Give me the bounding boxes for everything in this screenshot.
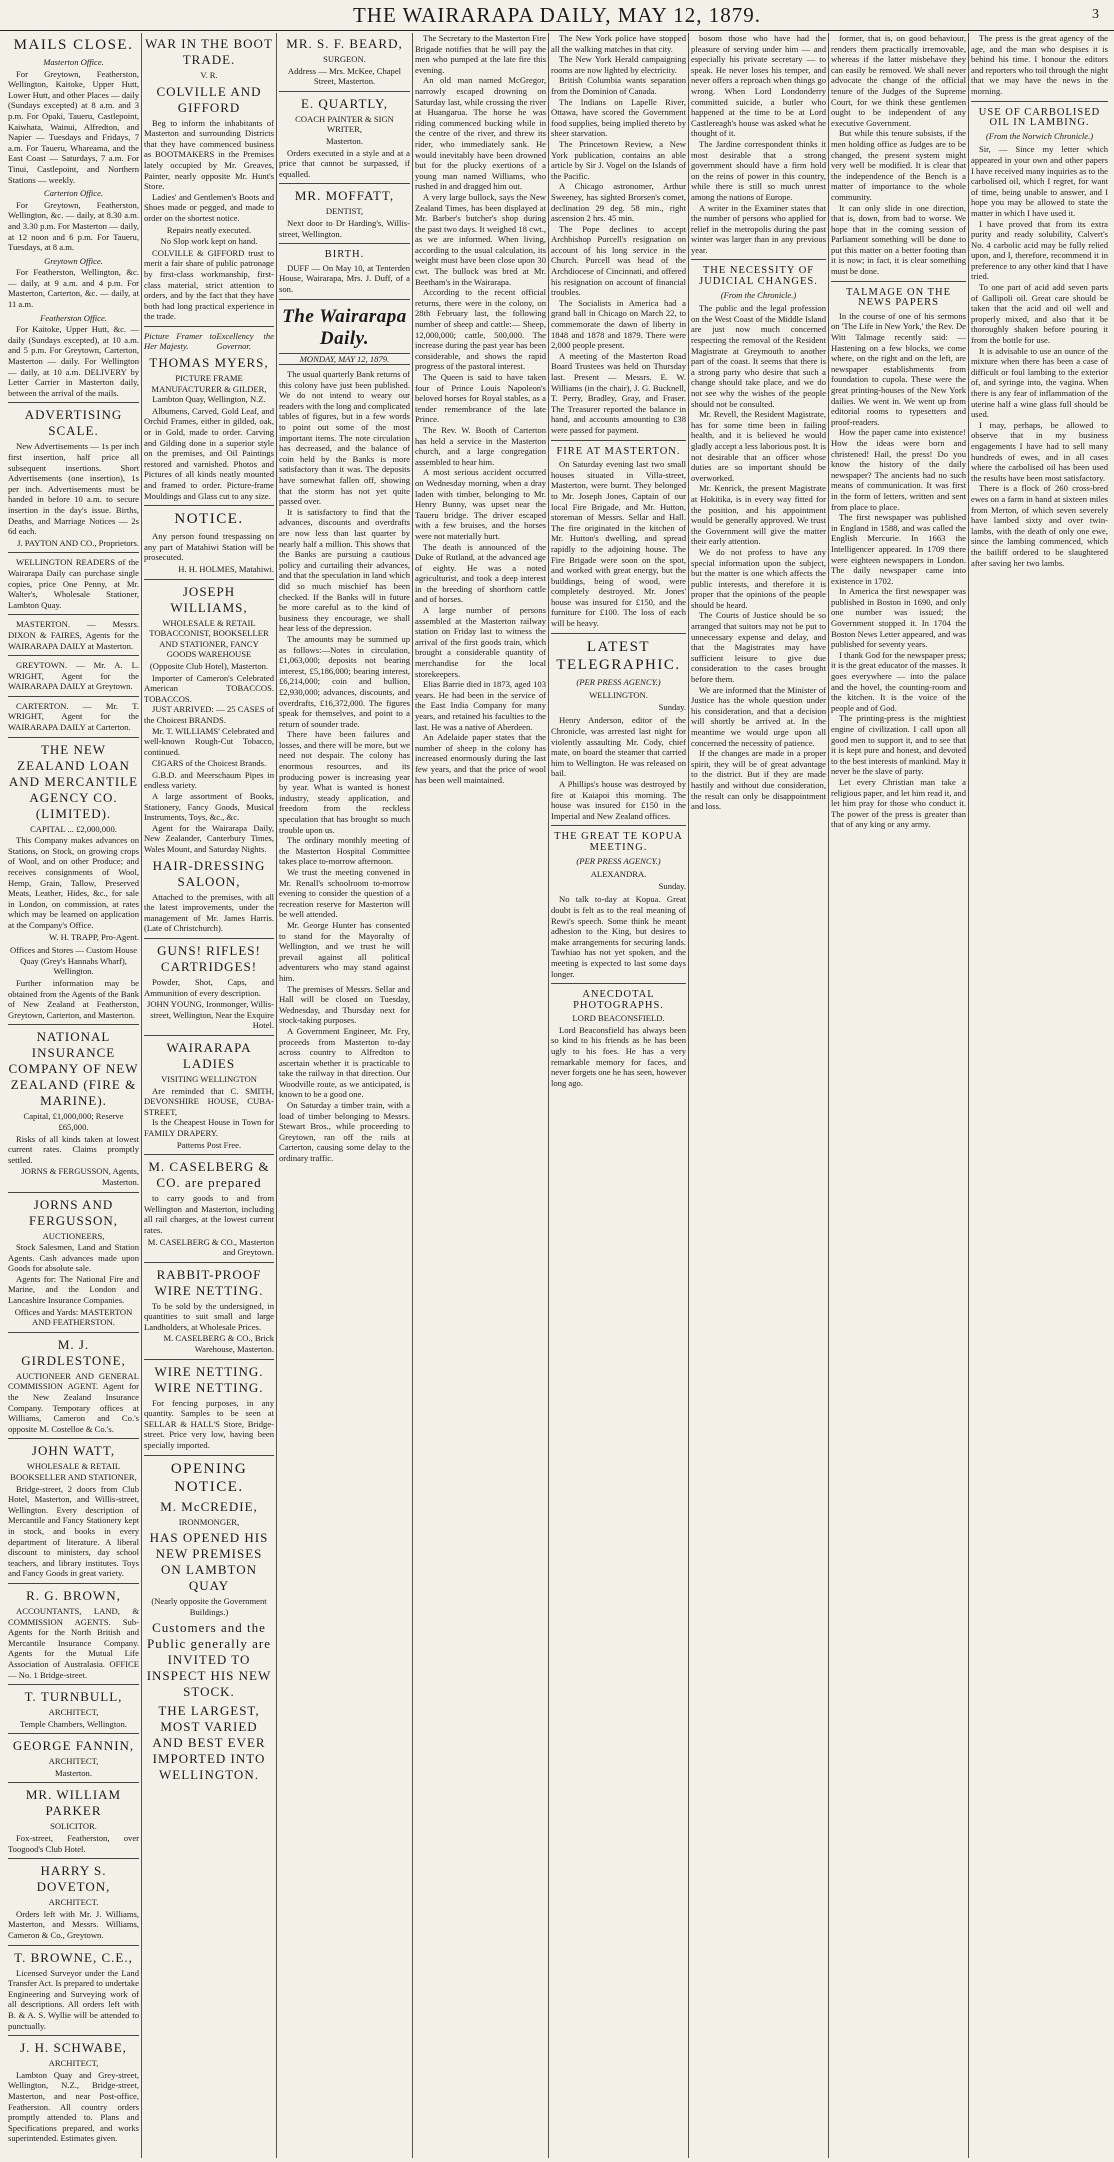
- notice-text: Any person found trespassing on any part of Matahiwi Station will be prosecuted.: [144, 531, 274, 563]
- war-vr: V. R.: [200, 70, 218, 80]
- telegraphic-text-2: A Phillips's house was destroyed by fire at Kaiapoi this morning. The house was insured for £150 in the Imperial and New Zealand offices.: [551, 779, 686, 821]
- wire-heading: WIRE NETTING. WIRE NETTING.: [154, 1363, 264, 1395]
- divider: [8, 1782, 139, 1783]
- divider: [8, 1024, 139, 1025]
- divider: [144, 1154, 274, 1155]
- hairdressing-text: Attached to the premises, with all the latest improvements, under the management of Mr. James Harris. (Late of Christchurch).: [144, 891, 274, 934]
- talmage-paragraph: How the paper came into existence! How the ideas were born and christened! Hail, the press! Do you know the history of the daily newspaper? The ancients had no such means of communication. It was first in the form of letters, written and sent from place to place.: [831, 427, 966, 512]
- doveton-subheading: ARCHITECT.: [48, 1897, 99, 1908]
- war-firm: COLVILLE AND GIFFORD: [156, 83, 262, 115]
- masthead: [0, 0, 1114, 31]
- war-repairs: Repairs neatly executed.: [166, 224, 252, 235]
- ladies-text: Are reminded that C. SMITH, DEVONSHIRE HOUSE, CUBA-STREET,: [144, 1085, 274, 1117]
- williams-agent: Agent for the Wairarapa Daily, New Zealander, Canterbury Times, Wales Mount, and Saturday Nights.: [144, 822, 274, 855]
- advertising-text: New Advertisements — 1s per inch first insertion, half price all subsequent insertions. Short Advertisements (one insertion), 1s per inch. Advertisements must be handed in before 10 a.m. to secure insertion in the day's issue. Births, Deaths, and Marriage Notices — 2s 6d each.: [8, 441, 139, 537]
- doveton-text: Orders left with Mr. J. Williams, Masterton, and Messrs. Williams, Cameron & Co., Greytown.: [8, 1908, 139, 1941]
- schwabe-text: Lambton Quay and Grey-street, Wellington, N.Z., Bridge-street, Masterton, and near Post-office, Featherston. All country orders promptly attended to. Plans and Specifications prepared, and works superintended. Estimates given.: [8, 2069, 139, 2144]
- birth-text: DUFF — On May 10, at Tenterden House, Wairarapa, Mrs. J. Duff, of a son.: [279, 262, 410, 294]
- guns-text: Powder, Shot, Caps, and Ammunition of every description.: [144, 977, 274, 998]
- mccredie-subheading: IRONMONGER,: [178, 1516, 240, 1527]
- john-watt-heading: JOHN WATT,: [31, 1443, 116, 1459]
- judicial-paragraph: We do not profess to have any special information upon the subject, but the matter is one which affects the public interests, and therefore it is proper that the opinions of the people should be heard.: [691, 546, 826, 610]
- agent-carterton: CARTERTON. — Mr. T. WRIGHT, Agent for the WAIRARAPA DAILY at Carterton.: [8, 700, 139, 733]
- talmage-paragraph: In the course of one of his sermons on 'The Life in New York,' the Rev. De Witt Talmage recently said: — Hastening on a few blocks, we come where, on the right and on the left, are newspaper establishments from foundation to cupola. These were the great printing-houses of the New York dailies. We went in. We went up from editorial rooms to typesetters and proof-readers.: [831, 310, 966, 427]
- divider: [8, 1684, 139, 1685]
- news-paragraph: A Chicago astronomer, Arthur Sweeney, has sighted Brorsen's comet, declination 29 deg. 58 min., right ascension 2 hrs. 45 min.: [551, 181, 686, 224]
- myers-heading: THOMAS MYERS,: [149, 355, 269, 371]
- news-paragraph: A large number of persons assembled at the Masterton railway station on Friday last to witness the arrival of the first goods train, which brought a considerable quantity of merchandise for the local storekeepers.: [415, 605, 546, 679]
- news-paragraph: The death is announced of the Duke of Rutland, at the advanced age of eighty. He was a noted agriculturist, and took a deep interest in the breeding of shorthorn cattle and of horses.: [415, 541, 546, 605]
- divider: [8, 1438, 139, 1439]
- moffatt-heading: MR. MOFFATT,: [294, 188, 395, 204]
- te-kopua-place: ALEXANDRA.: [590, 869, 647, 880]
- editorial-paragraph: The usual quarterly Bank returns of this colony have just been published. We do not intend to weary our readers with the long and complicated tables of figures, but in a few words to point out some of the most important items. The note circulation has decreased, and the balance of coin held by the Banks is more satisfactory than it was. The deposits have somewhat fallen off, showing that the storm has not yet quite passed over.: [279, 369, 411, 507]
- talmage-paragraph: Let every Christian man take a religious paper, and let him read it, and let him pray for those who conduct it. The power of the press is greater than that of any king or any army.: [831, 776, 966, 830]
- beard-subheading: SURGEON.: [323, 54, 366, 64]
- divider: [8, 1945, 139, 1946]
- talmage-heading: TALMAGE ON THE NEWS PAPERS: [845, 286, 952, 309]
- greytown-office-heading: Greytown Office.: [44, 255, 103, 266]
- beard-heading: MR. S. F. BEARD,: [286, 36, 403, 51]
- editorial-paragraph: There have been failures and losses, and there will be more, but we need not despair. The colony has enormous resources, and its producing power is increasing year by year. What is wanted is honest industry, steady application, and freedom from the reckless speculation that has brought so much trouble upon us.: [279, 729, 410, 835]
- talmage-paragraph: The first newspaper was published in England in 1588, and was called the English Mercurie. In 1663 the Intelligencer appeared. In 1709 there were eighteen newspapers in London. The daily newspaper came into existence in 1702.: [831, 512, 966, 586]
- picture-framer-line: [144, 331, 274, 352]
- schwabe-subheading: ARCHITECT,: [48, 2058, 99, 2069]
- news-paragraph: The Indians on Lapelle River, Ottawa, have scored the Government food supplies, being implied thereto by sheer starvation.: [551, 96, 686, 139]
- carbolised-heading: USE OF CARBOLISED OIL IN LAMBING.: [978, 106, 1101, 129]
- nz-loan-capital: CAPITAL ... £2,000,000.: [30, 823, 117, 834]
- divider: [8, 1583, 139, 1584]
- birth-heading: BIRTH.: [324, 249, 365, 261]
- williams-text-2: Mr. T. WILLIAMS' Celebrated and well-known Rough-Cut Tobacco, continued.: [144, 725, 274, 757]
- browne-text: Licensed Surveyor under the Land Transfer Act. Is prepared to undertake Engineering and Surveying work of all descriptions. All orders left with B. & A. S. Wyllie will be attended to punctually.: [8, 1967, 139, 2031]
- telegraphic-place: WELLINGTON.: [589, 690, 648, 701]
- war-text-2: Ladies' and Gentlemen's Boots and Shoes made or pegged, and made to order on the shortest notice.: [144, 191, 274, 223]
- divider: [8, 552, 139, 553]
- divider: [144, 938, 274, 939]
- divider: [8, 2035, 139, 2036]
- divider: [144, 1359, 274, 1360]
- divider: [144, 1035, 274, 1036]
- fire-text: On Saturday evening last two small houses situated in Villa-street, Masterton, were burnt. They belonged to Mr. Joseph Jones, Captain of our local Fire Brigade, and Mr. Hutton, storeman of Messrs. Sellar and Hall. The fire originated in the kitchen of Mr. Hutton's dwelling, and spread rapidly to the adjoining house. The Fire Brigade were soon on the spot, and worked with great energy, but the buildings, being of wood, were completely destroyed. Mr. Jones' house was insured for £150, and the furniture for £100. The loss of each will be heavy.: [551, 459, 686, 629]
- divider: [144, 505, 274, 506]
- mccredie-note: (Nearly opposite the Government Buildings.): [151, 1596, 267, 1617]
- ladies-subheading: VISITING WELLINGTON: [161, 1073, 257, 1084]
- williams-pipes: G.B.D. and Meerschaum Pipes in endless variety.: [144, 769, 274, 791]
- divider: [8, 696, 139, 697]
- carbolised-source: (From the Norwich Chronicle.): [985, 130, 1094, 141]
- myers-subheading: PICTURE FRAME MANUFACTURER & GILDER, Lambton Quay, Wellington, N.Z.: [151, 373, 267, 405]
- schwabe-heading: J. H. SCHWABE,: [20, 2040, 127, 2056]
- john-watt-text: Bridge-street, 2 doors from Club Hotel, Masterton, and Willis-street, Wellington. Every description of Mercantile and Fancy Stationery kept in stock, and books in every department of literature. A liberal discount to ministers, day school teachers, and library institutes. Toys and Fancy Goods in great variety.: [8, 1483, 139, 1579]
- ladies-text-2: Is the Cheapest House in Town for FAMILY DRAPERY.: [144, 1117, 274, 1138]
- editorial-masthead: The Wairarapa Daily.: [282, 305, 407, 349]
- mccredie-text-2: Customers and the Public generally are INVITED TO INSPECT HIS NEW STOCK.: [146, 1620, 272, 1700]
- brown-heading: R. G. BROWN,: [26, 1587, 121, 1603]
- judicial-paragraph: If the changes are made in a proper spirit, they will be of great advantage to the district. But if they are made hastily and without due consideration, the result can only be disappointment and loss.: [691, 748, 826, 812]
- telegraphic-day: Sunday.: [658, 701, 686, 712]
- guns-signature: JOHN YOUNG, Ironmonger, Willis-street, Wellington, Near the Exquire Hotel.: [146, 999, 274, 1031]
- insurance-text: Risks of all kinds taken at lowest current rates. Claims promptly settled.: [8, 1133, 139, 1165]
- jorns-text: Stock Salesmen, Land and Station Agents. Cash advances made upon Goods for absolute sale.: [8, 1242, 139, 1274]
- divider: [8, 655, 139, 656]
- divider: [279, 299, 410, 300]
- agent-masterton: MASTERTON. — Messrs. DIXON & FAIRES, Agents for the WAIRARAPA DAILY at Masterton.: [8, 619, 139, 651]
- news-paragraph: A meeting of the Masterton Road Board Trustees was held on Thursday last. Present — Messrs. E. W. Williams (in the chair), J. G. Bucknell, T. Perry, Bradley, Gray, and Fraser. The Treasurer reported the balance in hand, and accounts amounting to £38 were passed for payment.: [551, 350, 686, 435]
- carbolised-paragraph: Sir, — Since my letter which appeared in your own and other papers I have received many inquiries as to the carbolised oil, which I regret, for want of time, being unable to answer, and I hope you may be allowed to state the matter in which I have used it.: [971, 144, 1108, 218]
- carterton-office-heading: Carterton Office.: [43, 188, 104, 199]
- news-paragraph: bosom those who have had the pleasure of serving under him — and especially his private secretary — to speak. He never loses his temper, and never offers a reproach when things go wrong. When Lord Londonderry committed suicide, a butler who happened at the time to be at Lord Castlereagh's house was asked what he thought of it.: [691, 33, 826, 139]
- news-paragraph: The New York police have stopped all the walking matches in that city.: [551, 33, 686, 54]
- telegraphic-heading: LATEST TELEGRAPHIC.: [556, 638, 681, 673]
- jorns-agents: Agents for: The National Fire and Marine, and the London and Lancashire Insurance Companies.: [8, 1273, 139, 1306]
- talmage-paragraph: I thank God for the newspaper press; it is the great educator of the masses. It goes everywhere — into the palace and the hovel, the counting-room and the kitchen. It is the voice of the people and of God.: [831, 649, 966, 713]
- divider: [279, 243, 410, 244]
- judicial-heading: THE NECESSITY OF JUDICIAL CHANGES.: [699, 265, 818, 288]
- editorial-date: MONDAY, MAY 12, 1879.: [279, 353, 410, 366]
- news-paragraph: A Government Engineer, Mr. Fry, proceeds from Masterton to-day across country to Alfredton to ascertain whether it is practicable to take the railway in that direction. Our Woodville route, as we anticipated, is known to be a good one.: [279, 1025, 410, 1100]
- divider: [8, 1332, 139, 1333]
- news-paragraph: The Jardine correspondent thinks it most desirable that a strong government should have a firm hold on the reins of power in this country, while there is still so much unrest among the nations of Europe.: [691, 138, 826, 202]
- carbolised-paragraph: It is advisable to use an ounce of the mixture when there has been a case of difficult or foul lambing to the exterior of, and syringe into, the vagina. When there is any fear of inflammation of the uterine half a wine glass full should be used.: [971, 345, 1108, 420]
- quartly-heading: E. QUARTLY,: [300, 95, 389, 111]
- rabbit-signature: M. CASELBERG & CO., Brick Warehouse, Masterton.: [163, 1333, 274, 1355]
- ladies-heading: WAIRARAPA LADIES: [166, 1039, 252, 1071]
- column-5: [548, 33, 688, 2158]
- turnbull-heading: T. TURNBULL,: [24, 1689, 123, 1705]
- page-number: 3: [1092, 7, 1100, 22]
- carbolised-paragraph: To one part of acid add seven parts of Gallipoli oil. Great care should be taken that the acid and oil well and properly mixed, and also that it be thoroughly shaken before pouring it from the bottle for use.: [971, 282, 1108, 346]
- carbolised-paragraph: I have proved that from its extra purity and ready solubility, Calvert's No. 4 carbolic acid may be fully relied upon, and I, therefore, recommend it in preference to any other kind that I have tried.: [971, 218, 1108, 282]
- divider: [691, 259, 826, 260]
- parker-subheading: SOLICITOR.: [50, 1821, 97, 1832]
- doveton-heading: HARRY S. DOVETON,: [36, 1863, 111, 1895]
- fannin-address: Masterton.: [55, 1767, 92, 1778]
- news-paragraph: A writer in the Examiner states that the number of persons who applied for relief in the metropolis during the past winter was larger than in any previous year.: [691, 202, 826, 255]
- caselberg-heading: M. CASELBERG & CO. are prepared: [148, 1159, 270, 1191]
- news-paragraph: The Pope declines to accept Archbishop Purcell's resignation on account of his long service in the Church. Purcell was head of the Archdiocese of Cincinnati, and offered his resignation on account of financial troubles.: [551, 223, 686, 298]
- news-paragraph: Elias Barrie died in 1873, aged 103 years. He had been in the service of the East India Company for many years, and retained his faculties to the last. He was a native of Aberdeen.: [415, 679, 546, 732]
- judicial-paragraph: The Courts of Justice should be so arranged that suitors may not be put to unnecessary expense and delay, and that the Magistrates may have sufficient leisure to give due consideration to the cases brought before them.: [691, 610, 826, 685]
- hairdressing-heading: HAIR-DRESSING SALOON,: [152, 857, 266, 889]
- columns: [6, 33, 1110, 2158]
- williams-cigars: CIGARS of the Choicest Brands.: [151, 758, 267, 769]
- talmage-paragraph: In America the first newspaper was published in Boston in 1690, and only one number was issued; the Government stopped it. In 1704 the Boston News Letter appeared, and was published for seventy years.: [831, 586, 966, 650]
- news-paragraph: The New York Herald campaigning rooms are now lighted by electricity.: [551, 54, 686, 75]
- judicial-paragraph: We are informed that the Minister of Justice has the whole question under his consideration, and that a decision will shortly be arrived at. In the meantime we would urge upon all concerned the necessity of patience.: [691, 684, 826, 748]
- judicial-paragraph: former, that is, on good behaviour, renders them practically irremovable, whereas if the latter misbehave they can easily be removed. We shall never advocate the change of the official tenure of the Judges of the Supreme Court, for we think these gentlemen ought to be independent of any executive Government.: [831, 33, 966, 128]
- talmage-paragraph: The press is the great agency of the age, and the man who despises it is behind his time. I honour the editors and reporters who toil through the night that we may have the news in the morning.: [971, 33, 1108, 96]
- guns-heading: GUNS! RIFLES! CARTRIDGES!: [157, 943, 261, 974]
- parker-text: Fox-street, Featherston, over Toogood's Club Hotel.: [8, 1833, 139, 1854]
- mccredie-heading: M. McCREDIE,: [160, 1498, 258, 1514]
- girdlestone-text: AUCTIONEER AND GENERAL COMMISSION AGENT. Agent for the New Zealand Insurance Company. Temporary offices at Williams, Cameron and Co.'s opposite M. Costelloe & Co.'s.: [8, 1370, 139, 1434]
- williams-subheading: WHOLESALE & RETAIL TOBACCONIST, BOOKSELLER AND STATIONER, FANCY GOODS WAREHOUSE: [149, 617, 269, 660]
- news-paragraph: On Saturday a timber train, with a load of timber belonging to Messrs. Stewart Bros., while proceeding to Greytown, ran off the rails at Carterton, causing some delay to the ordinary traffic.: [279, 1100, 410, 1164]
- turnbull-address: Temple Chambers, Wellington.: [20, 1718, 127, 1729]
- divider: [831, 281, 966, 282]
- moffatt-text: Next door to Dr Harding's, Willis-street, Wellington.: [279, 217, 410, 239]
- opening-heading: OPENING NOTICE.: [170, 1460, 248, 1495]
- column-6: [688, 33, 828, 2158]
- featherston-text: For Kaitoke, Upper Hutt, &c. — daily (Sundays excepted), at 10 a.m. and 5 p.m. For Greytown, Carterton, Masterton — daily. For Wellington — daily, at 10 a.m. DELIVERY by Letter Carrier in Masterton daily, between the arrival of the mails.: [8, 324, 139, 398]
- news-paragraph: The Rev. W. Booth of Carterton has held a service in the Masterton church, and a large congregation assembled to hear him.: [415, 424, 546, 467]
- insurance-signature: JORNS & FERGUSSON, Agents, Masterton.: [21, 1166, 139, 1187]
- talmage-paragraph: The printing-press is the mightiest engine of civilization. I call upon all good men to support it, and to see that it is kept pure and honest, and devoted to the best interests of mankind. May it never be the slave of party.: [831, 713, 966, 777]
- news-paragraph: The Queen is said to have taken four of Prince Louis Napoleon's beloved horses for Royal stables, as a tender remembrance of the late Prince.: [415, 372, 546, 425]
- girdlestone-heading: M. J. GIRDLESTONE,: [21, 1336, 126, 1368]
- readers-notice: WELLINGTON READERS of the Wairarapa Daily can purchase single copies, price One Penny, at Mr. Walter's, Wholesale Stationer, Lambton Quay.: [8, 557, 139, 610]
- advertising-heading: ADVERTISING SCALE.: [24, 407, 123, 439]
- williams-address: (Opposite Club Hotel), Masterton.: [149, 660, 269, 671]
- judicial-paragraph: Mr. Kenrick, the present Magistrate at Hokitika, is in every way fitted for the position, and his appointment would be generally approved. We trust the Government will give the matter their early attention.: [691, 483, 826, 547]
- mccredie-largest: THE LARGEST, MOST VARIED AND BEST EVER IMPORTED INTO WELLINGTON.: [152, 1703, 266, 1783]
- news-paragraph: The ordinary monthly meeting of the Masterton Hospital Committee takes place to-morrow afternoon.: [279, 835, 410, 867]
- war-heading: WAR IN THE BOOT TRADE.: [145, 36, 273, 67]
- caselberg-text: to carry goods to and from Wellington and Masterton, including all rail charges, at the lowest current rates.: [144, 1193, 274, 1235]
- quartly-subheading: COACH PAINTER & SIGN WRITER,: [295, 113, 394, 135]
- news-paragraph: The premises of Messrs. Sellar and Hall will be closed on Tuesday, Wednesday, and Thursday next for stock-taking purposes.: [279, 983, 410, 1026]
- turnbull-subheading: ARCHITECT,: [48, 1707, 99, 1718]
- nz-loan-heading: THE NEW ZEALAND LOAN AND MERCANTILE AGENCY CO. (LIMITED).: [8, 741, 139, 821]
- judicial-source: (From the Chronicle.): [720, 289, 797, 300]
- news-paragraph: An Adelaide paper states that the number of sheep in the colony has increased enormously during the last few years, and that the price of wool has been well maintained.: [415, 732, 546, 785]
- ladies-patterns: Patterns Post Free.: [176, 1139, 242, 1150]
- nz-loan-text: This Company makes advances on Stations, on Stock, on growing crops of Wool, and on other Produce; and receives consignments of Wool, Hemp, Grain, Tallow, Preserved Meats, Leather, Hides, &c., for sale in London, on commission, at rates which may be learned on application at the Company's Office.: [8, 835, 139, 930]
- nz-loan-signature: W. H. TRAPP, Pro-Agent.: [48, 931, 139, 942]
- williams-arrival: JUST ARRIVED: — 25 CASES of the Choicest BRANDS.: [144, 704, 274, 725]
- divider: [8, 737, 139, 738]
- williams-text: Importer of Cameron's Celebrated American TOBACCOS. TOBACCOS.: [144, 672, 274, 704]
- divider: [8, 1733, 139, 1734]
- mails-heading: MAILS CLOSE.: [13, 37, 134, 53]
- news-paragraph: A very large bullock, says the New Zealand Times, has been displayed at Mr. Barber's butcher's shop during the past two days. It weighed 18 cwt., as we are informed. When living, according to the usual calculation, its weight must have been close upon 30 cwt. The bullock was bred at Mr. Beetham's in the Wairarapa.: [415, 191, 546, 287]
- divider: [8, 614, 139, 615]
- browne-heading: T. BROWNE, C.E.,: [14, 1949, 133, 1965]
- myers-text: Albumens, Carved, Gold Leaf, and Orchid Frames, either in gilded, oak, or in Gold, made to order. Carving and Gilding done in a superior style on the premises, and Oil Paintings restored and varnished. Photos and Pictures of all kinds neatly mounted and framed to order. Picture-frame Mouldings and Glass cut to any size.: [144, 405, 274, 501]
- telegraphic-press: (PER PRESS AGENCY.): [576, 676, 661, 687]
- notice-heading: NOTICE.: [174, 511, 244, 528]
- williams-stock: A large assortment of Books, Stationery, Fancy Goods, Musical Instruments, Toys, &c., &c.: [144, 791, 274, 823]
- insurance-heading: NATIONAL INSURANCE COMPANY OF NEW ZEALAND (FIRE & MARINE).: [8, 1029, 139, 1109]
- column-1: [6, 33, 141, 2158]
- john-watt-subheading: WHOLESALE & RETAIL BOOKSELLER AND STATIONER,: [10, 1461, 137, 1482]
- moffatt-subheading: DENTIST,: [325, 206, 364, 217]
- news-paragraph: The Secretary to the Masterton Fire Brigade notifies that he will pay the men who pumped at the late fire this evening.: [415, 33, 546, 75]
- judicial-paragraph: But while this tenure subsists, if the men holding office as Judges are to be changed, the present system might very well be modified. It is clear that the independence of the Bench is a matter of importance to the whole community.: [831, 128, 966, 202]
- editorial-paragraph: The amounts may be summed up as follows:—Notes in circulation, £1,063,000; deposits not bearing interest, £5,186,000; bearing interest, £6,214,000; coin and bullion, £2,930,000; advances, discounts, and overdrafts, £16,372,000. The figures speak for themselves, and point to a return of sounder trade.: [279, 633, 410, 729]
- caselberg-signature: M. CASELBERG & CO., Masterton and Greytown.: [147, 1236, 274, 1258]
- te-kopua-press: (PER PRESS AGENCY.): [576, 855, 661, 866]
- news-paragraph: British Columbia wants separation from the Dominion of Canada.: [551, 75, 686, 96]
- masthead-title: THE WAIRARAPA DAILY, MAY 12, 1879.: [352, 3, 761, 27]
- nz-loan-offices: Offices and Stores — Custom House Quay (Grey's Hannahs Wharf), Wellington.: [9, 945, 138, 977]
- divider: [279, 91, 410, 92]
- quartly-text: Orders executed in a style and at a price that cannot be surpassed, if equalled.: [279, 147, 410, 179]
- nz-loan-further: Further information may be obtained from the Agents of the Bank of New Zealand at Featherston, Greytown, Carterton, and Masterton.: [8, 977, 139, 1020]
- greytown-text: For Featherston, Wellington, &c. — daily, at 9 a.m. and 4 p.m. For Masterton, Carterton, &c. — daily, at 11 a.m.: [8, 267, 139, 310]
- news-paragraph: A most serious accident occurred on Wednesday morning, when a dray laden with timber, belonging to Mr. Henry Bunny, was upset near the Taueru bridge. The driver escaped with a few bruises, and the horses were not materially hurt.: [415, 467, 546, 541]
- war-text-3: COLVILLE & GIFFORD trust to merit a fair share of public patronage by first-class workmanship, first-class material, strict attention to orders, and by the fact that they have both had long practical experience in the trade.: [144, 247, 274, 322]
- editorial-paragraph: It is satisfactory to find that the advances, discounts and overdrafts are now less than last quarter by nearly half a million. This shows that the Banks are pursuing a cautious policy and curtailing their advances, and that the speculation in land which did so much mischief has been checked. If the Banks will in future be more careful as to the kind of business they encourage, we shall hear less of the depression.: [279, 506, 410, 634]
- war-no-slop: No Slop work kept on hand.: [160, 236, 258, 247]
- jorns-yards: Offices and Yards: MASTERTON AND FEATHERSTON.: [14, 1306, 133, 1328]
- mails-text: For Greytown, Featherston, Wellington, Kaitoke, Upper Hutt, Lower Hutt, and other Places — daily (Sundays excepted) at 8 a.m. and 3 p.m. For Opaki, Taueru, Castlepoint, Kaiwhata, Wainui, Alfredton, and Napier — Tuesdays and Fridays, 7 a.m. For Taueru, Whareama, and the East Coast — Saturdays, 7 a.m. For Tinui, Castlepoint, and Northern Stations — weekly.: [8, 68, 139, 185]
- mccredie-text: HAS OPENED HIS NEW PREMISES ON LAMBTON QUAY: [149, 1530, 269, 1594]
- column-4: [412, 33, 548, 2158]
- rabbit-text: To be sold by the undersigned, in quantities to suit small and large Landholders, at Wholesale Prices.: [144, 1300, 274, 1332]
- parker-heading: MR. WILLIAM PARKER: [25, 1787, 122, 1819]
- te-kopua-heading: THE GREAT TE KOPUA MEETING.: [554, 831, 683, 853]
- brown-text: ACCOUNTANTS, LAND, & COMMISSION AGENTS. Sub-Agents for the North British and Mercantile Insurance Company. Agents for the Mutual Life Association of Australasia. OFFICE — No. 1 Bridge-street.: [8, 1605, 139, 1680]
- masterton-office-heading: Masterton Office.: [43, 57, 104, 67]
- fannin-heading: GEORGE FANNIN,: [12, 1738, 135, 1754]
- judicial-paragraph: It can only slide in one direction, that is, down, from bad to worse. We hope that in the coming session of Parliament something will be done to put this matter on a better footing than it is now; in fact, it is clear something must be done.: [831, 202, 966, 277]
- jorns-heading: JORNS AND FERGUSSON,: [28, 1196, 119, 1228]
- news-paragraph: According to the recent official returns, there were in the colony, on 28th February last, the following number of sheep and cattle:— Sheep, 12,000,000; cattle, 500,000. The increase during the past year has been considerable, and shows the rapid progress of the pastoral interest.: [415, 287, 546, 372]
- divider: [144, 1262, 274, 1263]
- judicial-paragraph: The public and the legal profession on the West Coast of the Middle Island are just now much concerned respecting the removal of the Resident Magistrate at Greymouth to another part of the coast. It seems that there is a strong party who desire that such a change should take place, and we do not see why the wishes of the people should not be consulted.: [691, 303, 826, 409]
- picture-framer-left: Picture Framer to Her Majesty.: [144, 330, 217, 352]
- divider: [551, 440, 686, 441]
- column-3: [276, 33, 412, 2158]
- advertising-signature: J. PAYTON AND CO., Proprietors.: [17, 537, 139, 548]
- carbolised-paragraph: There is a flock of 260 cross-bred ewes on a farm in hand at sixteen miles from Merton, of which seven severely have lambed sixty and over twin-lambs, with the death of only one ewe, since the lambing commenced, which the bailiff ordered to be slaughtered after saving her two lambs.: [971, 483, 1108, 568]
- anecdotal-text: Lord Beaconsfield has always been so kind to his friends as he has been ugly to his foes. He has a very remarkable memory for faces, and never forgets one he has seen, however long ago.: [551, 1024, 686, 1088]
- wire-text: For fencing purposes, in any quantity. Samples to be seen at SELLAR & HALL'S Store, Bridge-street. Price very low, having been specially imported.: [144, 1397, 274, 1451]
- divider: [551, 983, 686, 984]
- featherston-office-heading: Featherston Office.: [40, 312, 107, 323]
- divider: [8, 402, 139, 403]
- news-paragraph: An old man named McGregor, narrowly escaped drowning on Saturday last, while crossing the river at Huangarua. The horse he was riding commenced bucking while in the centre of the river, and threw its rider, who immediately sank. He would inevitably have been drowned but for the plucky exertions of a young man named Williams, who rushed in and dragged him out.: [415, 75, 546, 192]
- divider: [551, 825, 686, 826]
- notice-signature: H. H. HOLMES, Matahiwi.: [178, 563, 274, 574]
- divider: [8, 1858, 139, 1859]
- news-paragraph: The Socialists in America had a grand ball in Chicago on March 22, to commemorate the dawn of liberty in 1848 and 1878 and 1879. There were 2,000 people present.: [551, 297, 686, 351]
- divider: [971, 101, 1108, 102]
- anecdotal-heading: ANECDOTAL PHOTOGRAPHS.: [573, 989, 664, 1011]
- agent-greytown: GREYTOWN. — Mr. A. L. WRIGHT, Agent for the WAIRARAPA DAILY at Greytown.: [8, 660, 139, 692]
- column-8: [968, 33, 1110, 2158]
- column-7: [828, 33, 968, 2158]
- divider: [279, 183, 410, 184]
- news-paragraph: Mr. George Hunter has consented to stand for the Mayoralty of Wellington, and we trust he will prevail against all political adventurers who may stand against him.: [279, 919, 410, 983]
- news-paragraph: We trust the meeting convened in Mr. Renall's schoolroom to-morrow evening to consider the question of a recreation reserve for Masterton will be well attended.: [279, 867, 410, 920]
- divider: [144, 1455, 274, 1456]
- te-kopua-day: Sunday.: [658, 880, 686, 891]
- picture-framer-right: Excellency the Governor.: [216, 330, 274, 352]
- rabbit-heading: RABBIT-PROOF WIRE NETTING.: [154, 1266, 264, 1298]
- divider: [144, 326, 274, 327]
- divider: [551, 633, 686, 634]
- quartly-address: Masterton.: [326, 135, 363, 146]
- te-kopua-text: No talk to-day at Kopua. Great doubt is felt as to the real meaning of Rewi's speech. Some think he meant adhesion to the King, but desires to make arrangements for securing lands. Tawhiao has not yet spoken, and the meeting is expected to last some days longer.: [551, 894, 686, 979]
- war-text: Beg to inform the inhabitants of Masterton and surrounding Districts that they have commenced business as BOOTMAKERS in the Premises lately occupied by Mr. Greaves, Painter, nearly opposite Mr. Hunt's Store.: [144, 117, 274, 192]
- column-2: [141, 33, 276, 2158]
- carbolised-paragraph: I may, perhaps, be allowed to observe that in my business engagements I have had to sell many hundreds of ewes, and in all cases where the carbolised oil has been used the results have been most satisfactory.: [971, 419, 1108, 483]
- divider: [8, 1192, 139, 1193]
- news-paragraph: The Princetown Review, a New York publication, contains an able article by Sir J. Vogel on the Islands of the Pacific.: [551, 138, 686, 181]
- telegraphic-text: Henry Anderson, editor of the Chronicle, was arrested last night for violently assaulting Mr. Cody, chief mate, on board the steamer that carried him to Wellington. He was released on bail.: [551, 715, 686, 779]
- anecdotal-subheading: LORD BEACONSFIELD.: [572, 1013, 665, 1024]
- jorns-subheading: AUCTIONEERS,: [42, 1230, 105, 1241]
- judicial-paragraph: Mr. Revell, the Resident Magistrate, has for some time been in failing health, and it is believed he would gladly accept a less laborious post. It is not desirable that an officer whose duties are so important should be overworked.: [691, 409, 826, 483]
- insurance-capital: Capital, £1,000,000; Reserve £65,000.: [23, 1111, 124, 1132]
- williams-heading: JOSEPH WILLIAMS,: [170, 583, 248, 615]
- beard-address: Address — Mrs. McKee, Chapel Street, Masterton.: [287, 65, 402, 87]
- carterton-text: For Greytown, Featherston, Wellington, &c. — daily, at 8.30 a.m. and 3.30 p.m. For Masterton — daily, at 12 noon and 6 p.m. For Taueru, Tuesdays, at 8 a.m.: [8, 199, 139, 253]
- fire-heading: FIRE AT MASTERTON.: [556, 445, 681, 457]
- fannin-subheading: ARCHITECT,: [48, 1756, 99, 1767]
- divider: [144, 579, 274, 580]
